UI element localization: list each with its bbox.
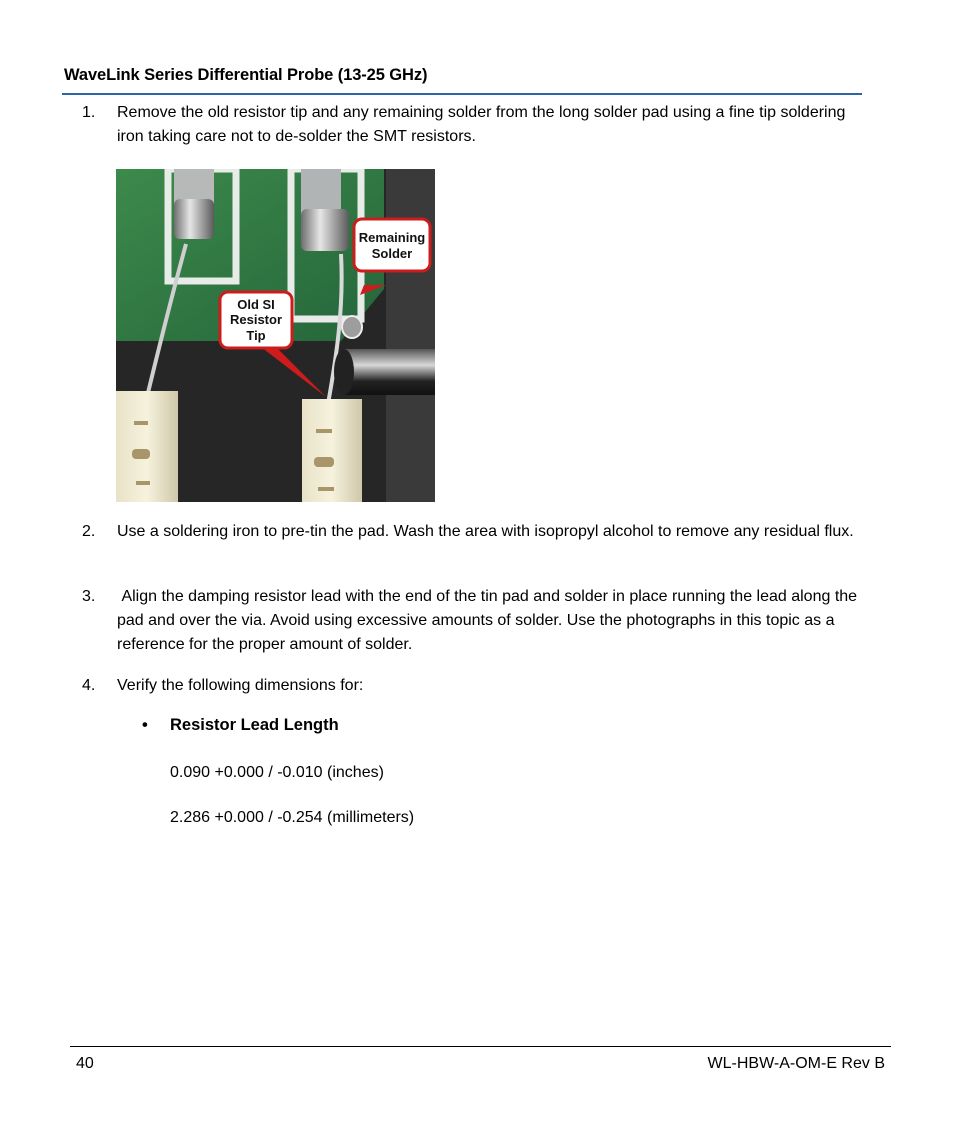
step-text: Align the damping resistor lead with the end of the tin pad and solder in place running the lead along the pad and over the via. Avoid using excessive amounts of solder. Use the photographs in this topic as a reference for the proper amount of solder. [117, 588, 862, 653]
callout-tip-line-3: Tip [246, 328, 266, 343]
header-title: WaveLink Series Differential Probe (13-25 GHz) [64, 66, 428, 84]
callout-remaining-line-1: Remaining [358, 230, 426, 245]
probe-body-left [116, 391, 178, 502]
callout-tip-line-1: Old SI [237, 297, 275, 312]
step-number: 1. [82, 104, 96, 121]
header-rule [62, 93, 862, 95]
page-number: 40 [76, 1055, 94, 1072]
step-text: Use a soldering iron to pre-tin the pad. Wash the area with isopropyl alcohol to remove any residual flux. [117, 523, 854, 540]
step-text: Verify the following dimensions for: [117, 677, 364, 694]
bullet-label: Resistor Lead Length [170, 716, 339, 734]
document-id: WL-HBW-A-OM-E Rev B [707, 1055, 885, 1072]
solder-pad-photo [116, 169, 435, 502]
footer-rule [70, 1046, 891, 1047]
callout-remaining-line-2: Solder [371, 246, 413, 261]
callout-tip-line-2: Resistor [229, 312, 283, 327]
step-number: 2. [82, 523, 96, 540]
step-text: Remove the old resistor tip and any remaining solder from the long solder pad using a fine tip soldering iron taking care not to de-solder the SMT resistors. [117, 104, 846, 145]
dimension-millimeters: 2.286 +0.000 / -0.254 (millimeters) [170, 809, 415, 826]
step-number: 3. [82, 588, 96, 605]
probe-body-right [302, 399, 362, 502]
dimension-inches: 0.090 +0.000 / -0.010 (inches) [170, 764, 384, 781]
callout-remaining-solder [354, 219, 430, 271]
bullet-dot-icon: • [142, 716, 148, 734]
step-number: 4. [82, 677, 96, 694]
